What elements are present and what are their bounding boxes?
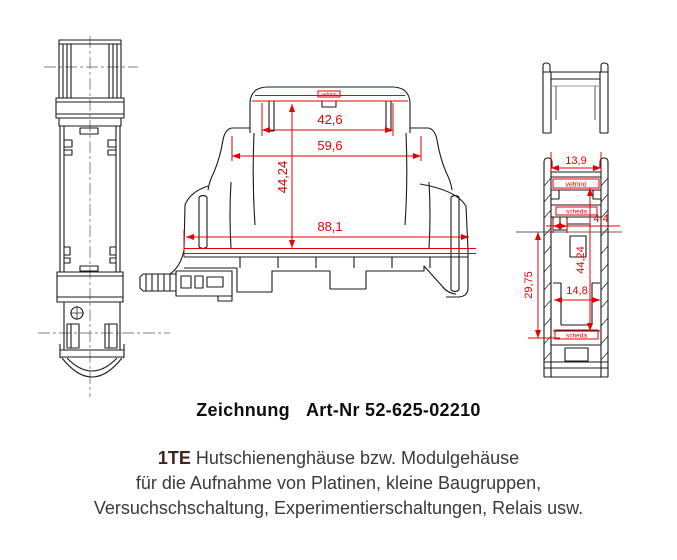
caption-title: Zeichnung: [196, 400, 290, 420]
side-view-right: [516, 152, 622, 377]
board-label-lower: scheda: [566, 332, 587, 340]
description-line-3: Versuchschschaltung, Experimentierschaltungen, Relais usw.: [93, 498, 584, 518]
board-label-upper: scheda: [566, 208, 587, 216]
description-em: 1TE: [157, 448, 191, 468]
description-line-1: [0, 446, 677, 471]
caption: [0, 400, 677, 421]
dim-side-width-top: 13,9: [565, 155, 587, 167]
description-line-1-text: Hutschienenghäuse bzw. Modulgehäuse: [190, 448, 520, 468]
side-view-left: [38, 36, 170, 397]
dim-side-height-inner: 44,24: [575, 246, 587, 274]
dim-front-width-mid: 59,6: [317, 138, 343, 153]
description: [0, 446, 677, 521]
dim-side-height-outer: 29,75: [523, 271, 535, 299]
description-line-2: für die Aufnahme von Platinen, kleine Baugruppen,: [135, 473, 542, 493]
dim-side-offset: 4,4: [593, 213, 609, 225]
screw-icon: [70, 306, 84, 320]
glass-label-side: vetrino: [565, 181, 587, 189]
glass-label-front: vetrino: [321, 92, 337, 98]
dim-front-width-base: 88,1: [317, 219, 343, 234]
dim-side-slot-width: 14,8: [566, 285, 588, 297]
top-view-small: [543, 63, 608, 133]
front-view: [140, 87, 476, 301]
caption-art-nr: Art-Nr 52-625-02210: [305, 400, 481, 420]
dim-front-height: 44,24: [275, 160, 290, 194]
dim-front-width-top: 42,6: [317, 112, 343, 127]
